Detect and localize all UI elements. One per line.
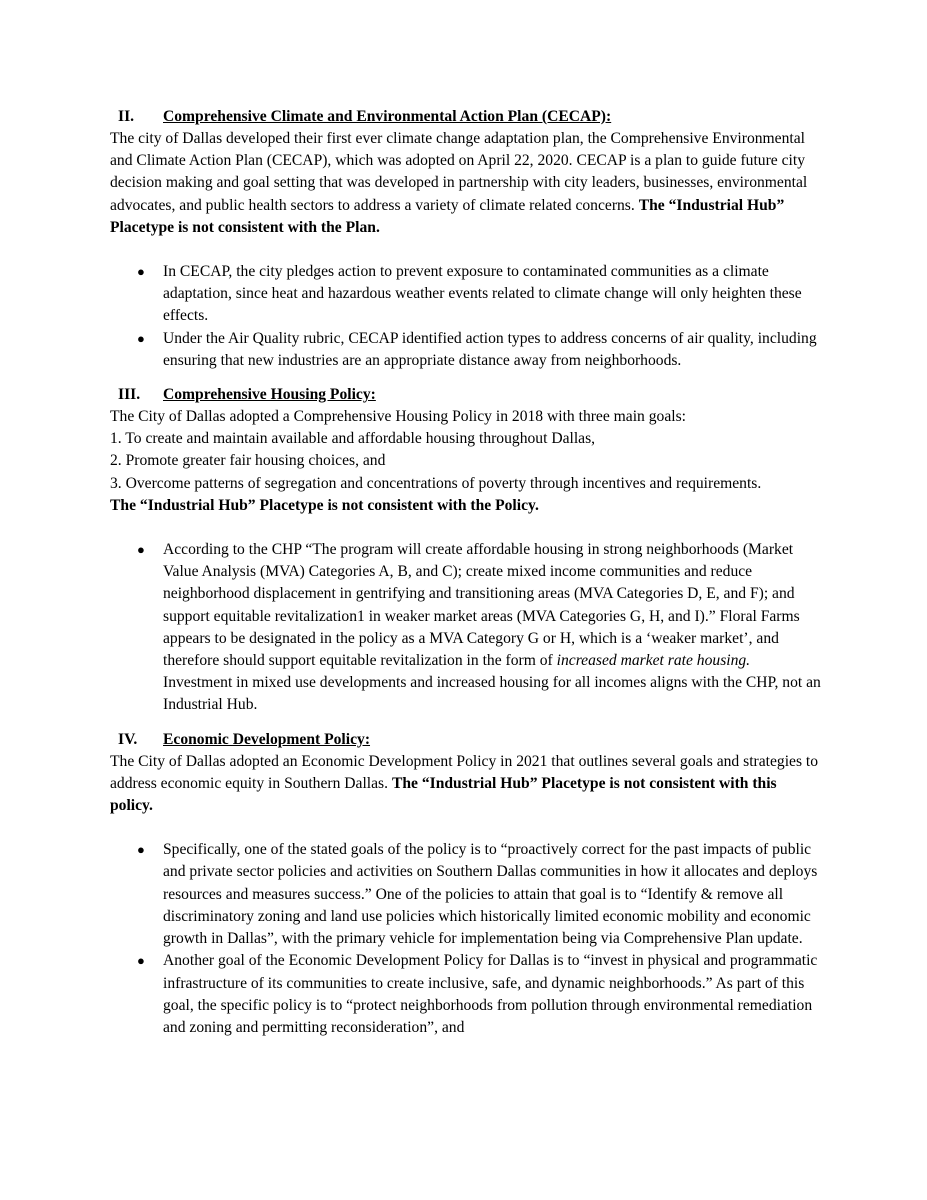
emphasis-text: increased market rate housing. [556,652,751,670]
list-item [110,539,822,717]
intro-text: The city of Dallas developed their first ever climate change adaptation plan, the Comprehensive Environmental and Climate Action Plan (CECAP), which was adopted on April 22, 2020. CECAP is a plan to guide future city decision making and goal setting that was developed in partnership with city leaders, businesses, environmental advocates, and public health sectors to address a variety of climate related concerns. [110,130,808,214]
list-item [110,950,822,1039]
document-page [110,106,822,1039]
section-numeral: III. [118,386,141,404]
section-heading-housing [110,384,822,406]
bullet-icon: ● [137,542,145,558]
section-intro [110,751,822,818]
list-item [110,839,822,950]
list-item-text: According to the CHP “The program will create affordable housing in strong neighborhoods (Market Value Analysis (MVA) Categories A, B, and C); create mixed income communities and reduce neighborhood displacement in gentrifying and transitioning areas (MVA Categories D, E, and F); and support equitable revitalization1 in weaker market areas (MVA Categories G, H, and I).” Floral Farms appears to be designated in the policy as a MVA Category G or H, which is a ‘weaker market’, and therefore should support equitable revitalization in the form of [163,541,800,670]
list-item-text: Specifically, one of the stated goals of the policy is to “proactively correct for the past impacts of public and private sector policies and activities on Southern Dallas communities in how it allocates and deploys resources and measures success.” One of the policies to attain that goal is to “Identify & remove all discriminatory zoning and land use policies which historically limited economic mobility and economic growth in Dallas”, with the primary vehicle for implementation being via Comprehensive Plan update. [163,841,818,948]
section-intro: The City of Dallas adopted a Comprehensive Housing Policy in 2018 with three main goals: [110,408,687,426]
section-heading-cecap [110,106,822,128]
consistency-statement: The “Industrial Hub” Placetype is not consistent with this policy. [110,774,777,815]
list-item-text: In CECAP, the city pledges action to prevent exposure to contaminated communities as a climate adaptation, since heat and hazardous weather events related to climate change will only heighten these effects. [163,263,802,325]
consistency-statement: The “Industrial Hub” Placetype is not consistent with the Policy. [110,496,539,514]
section-title: Comprehensive Climate and Environmental Action Plan (CECAP): [163,108,612,125]
bullet-list [110,539,822,717]
section-title: Comprehensive Housing Policy: [163,386,376,404]
section-title: Economic Development Policy: [163,730,371,748]
list-item-text: Another goal of the Economic Development Policy for Dallas is to “invest in physical and programmatic infrastructure of its communities to create inclusive, safe, and dynamic neighborhoods.” As part of this goal, the specific policy is to “protect neighborhoods from pollution through environmental remediation and zoning and permitting reconsideration”, and [163,952,818,1036]
bullet-icon: ● [137,264,145,280]
section-intro [110,128,822,239]
goal-item: 1. To create and maintain available and affordable housing throughout Dallas, [110,430,596,448]
intro-text: The City of Dallas adopted an Economic Development Policy in 2021 that outlines several goals and strategies to address economic equity in Southern Dallas. [110,752,819,792]
goal-item: 2. Promote greater fair housing choices, and [110,452,386,470]
bullet-icon: ● [137,953,145,969]
bullet-icon: ● [137,330,145,346]
list-item-text: Investment in mixed use developments and increased housing for all incomes aligns with the CHP, not an Industrial Hub. [163,674,821,714]
consistency-statement: The “Industrial Hub” Placetype is not consistent with the Plan. [110,196,785,236]
list-item-text: Under the Air Quality rubric, CECAP identified action types to address concerns of air quality, including ensuring that new industries are an appropriate distance away from neighborhoods. [163,329,817,369]
bullet-icon: ● [137,842,145,858]
goal-item: 3. Overcome patterns of segregation and concentrations of poverty through incentives and requirements. [110,474,762,492]
list-item [110,328,822,372]
bullet-list [110,261,822,372]
section-numeral: IV. [118,730,138,748]
bullet-list [110,839,822,1039]
section-heading-economic [110,729,822,751]
list-item [110,261,822,328]
section-numeral: II. [118,108,135,125]
